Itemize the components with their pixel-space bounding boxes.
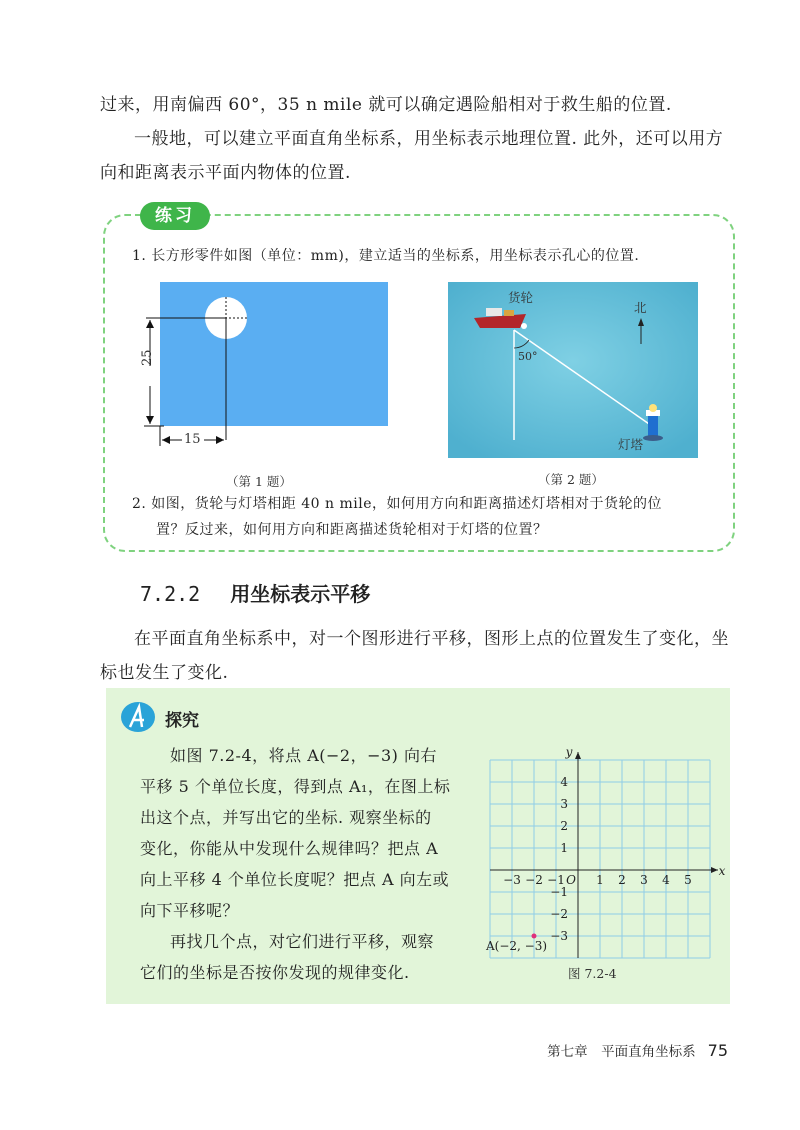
- exercise-question-1: 1. 长方形零件如图（单位：mm)，建立适当的坐标系，用坐标表示孔心的位置.: [132, 248, 640, 264]
- y-tick-label: −2: [550, 907, 568, 921]
- explore-line-5: 向上平移 4 个单位长度呢？把点 A 向左或: [140, 870, 450, 889]
- y-tick-label: 3: [560, 797, 568, 811]
- x-tick-label: −3: [503, 873, 521, 887]
- x-tick-label: −2: [525, 873, 543, 887]
- x-tick-label: 4: [662, 873, 670, 887]
- explore-icon: [120, 700, 160, 734]
- intro-paragraph: 一般地，可以建立平面直角坐标系，用坐标表示地理位置. 此外，还可以用方向和距离表示平面内物体的位置.: [100, 129, 724, 183]
- section-intro: 在平面直角坐标系中，对一个图形进行平移，图形上点的位置发生了变化，坐标也发生了变化.: [100, 629, 729, 683]
- dim-vertical-label: 25: [140, 349, 155, 366]
- x-tick-label: 3: [640, 873, 648, 887]
- y-tick-label: 2: [560, 819, 568, 833]
- exercise-question-2-line1: 2. 如图，货轮与灯塔相距 40 n mile，如何用方向和距离描述灯塔相对于货轮的位: [132, 496, 663, 512]
- explore-line-2: 平移 5 个单位长度，得到点 A₁，在图上标: [140, 777, 451, 796]
- north-label: 北: [634, 300, 647, 315]
- explore-heading: 探究: [165, 711, 199, 731]
- page-number: 75: [707, 1041, 728, 1060]
- explore-line-4: 变化，你能从中发现什么规律吗？把点 A: [140, 839, 439, 858]
- x-axis-label: x: [718, 864, 726, 878]
- page-footer: [547, 1040, 728, 1060]
- y-tick-label: −3: [550, 929, 568, 943]
- point-A-label: A(−2, −3): [486, 939, 548, 953]
- dim-horizontal-label: 15: [184, 432, 201, 447]
- explore-line-3: 出这个点，并写出它的坐标. 观察坐标的: [140, 808, 432, 827]
- explore-line-8: 它们的坐标是否按你发现的规律变化.: [140, 963, 410, 982]
- section-heading: [140, 578, 370, 607]
- x-tick-label: 1: [596, 873, 604, 887]
- x-tick-label: 5: [684, 873, 692, 887]
- section-title: 用坐标表示平移: [230, 582, 371, 606]
- part-rectangle: [160, 282, 388, 426]
- x-tick-label: −1: [547, 873, 565, 887]
- sea-background: [448, 282, 698, 458]
- explore-line-6: 向下平移呢？: [140, 901, 240, 920]
- explore-line-1: 如图 7.2-4，将点 A(−2，−3) 向右: [170, 746, 438, 765]
- graph-caption: 图 7.2-4: [568, 966, 617, 981]
- x-tick-label: 2: [618, 873, 626, 887]
- y-tick-label: −1: [550, 885, 568, 899]
- origin-label: O: [566, 873, 576, 887]
- point-A: [532, 934, 537, 939]
- coordinate-grid: [486, 745, 726, 960]
- x-axis-arrow: [711, 867, 718, 873]
- exercise-question-2-line2: 置？反过来，如何用方向和距离描述货轮相对于灯塔的位置？: [156, 522, 548, 538]
- ship-label: 货轮: [508, 290, 534, 305]
- lighthouse-label: 灯塔: [618, 437, 644, 452]
- intro-line: 过来，用南偏西 60°，35 n mile 就可以确定遇险船相对于救生船的位置.: [100, 95, 672, 115]
- figure-1-caption: （第 1 题）: [226, 474, 292, 489]
- y-tick-label: 1: [560, 841, 568, 855]
- section-number: 7.2.2: [140, 582, 201, 606]
- exercise-tag: 练习: [140, 202, 210, 230]
- explore-line-7: 再找几个点，对它们进行平移，观察: [170, 932, 435, 951]
- rectangle-part-figure: [130, 276, 400, 456]
- angle-label: 50°: [518, 350, 538, 363]
- figure-2-caption: （第 2 题）: [538, 472, 604, 487]
- footer-chapter: 第七章 平面直角坐标系: [547, 1044, 696, 1060]
- y-axis-arrow: [575, 752, 581, 759]
- y-tick-label: 4: [560, 775, 568, 789]
- ship-lighthouse-figure: [448, 282, 698, 458]
- y-axis-label: y: [565, 745, 573, 759]
